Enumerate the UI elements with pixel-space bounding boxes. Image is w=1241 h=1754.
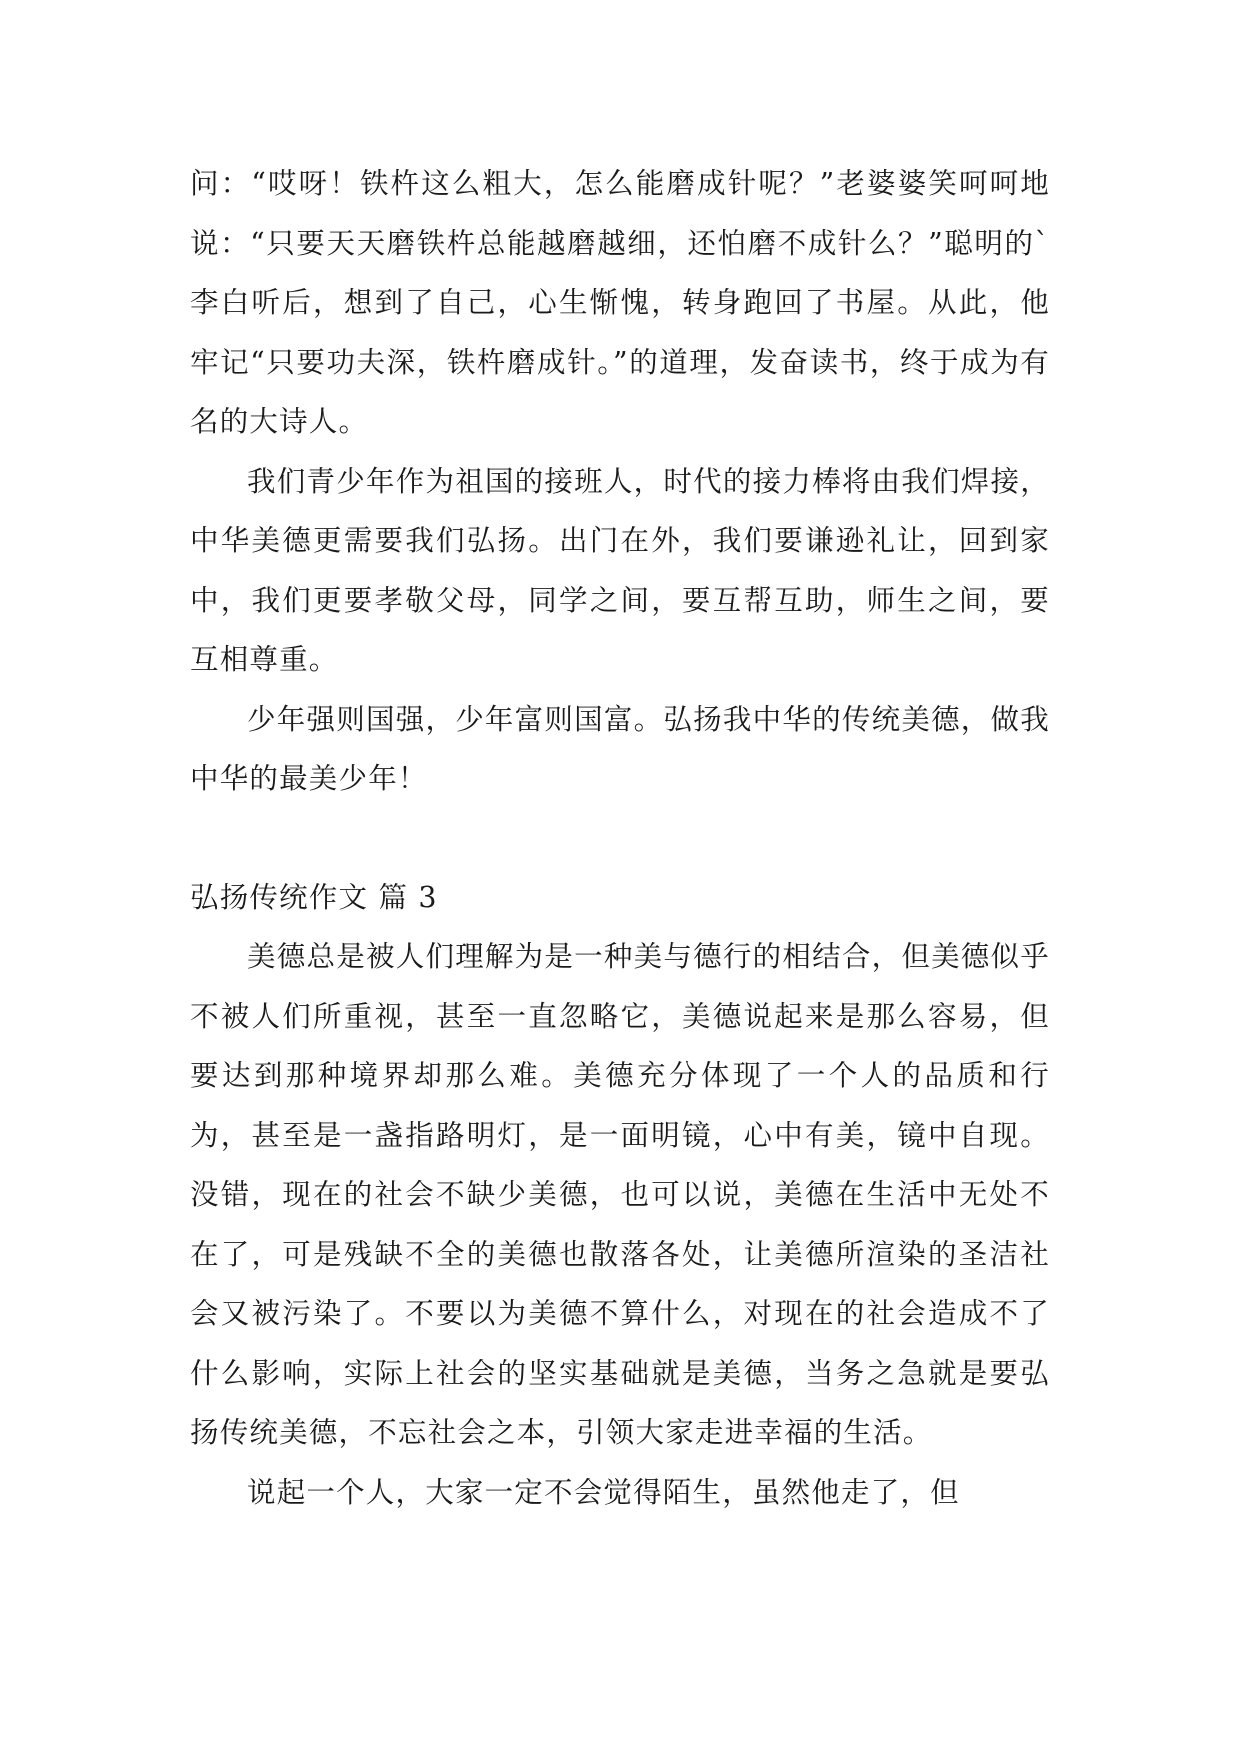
paragraph-youth-strength: 少年强则国强，少年富则国富。弘扬我中华的传统美德，做我中华的最美少年！ — [190, 702, 1050, 795]
paragraph-virtue: 美德总是被人们理解为是一种美与德行的相结合，但美德似乎不被人们所重视，甚至一直忽略它，美德说起来是那么容易，但要达到那种境界却那么难。美德充分体现了一个人的品质和行为，甚至是一盏指路明灯，是一面明镜，心中有美，镜中自现。没错，现在的社会不缺少美德，也可以说，美德在生活中无处不在了，可是残缺不全的美德也散落各处，让美德所渲染的圣洁社会又被污染了。不要以为美德不算什么，对现在的社会造成不了什么影响，实际上社会的坚实基础就是美德，当务之急就是要弘扬传统美德，不忘社会之本，引领大家走进幸福的生活。 — [190, 940, 1050, 1449]
paragraph-continuation: 问：“哎呀！铁杵这么粗大，怎么能磨成针呢？”老婆婆笑呵呵地说：“只要天天磨铁杵总能越磨越细，还怕磨不成针么？”聪明的`李白听后，想到了自己，心生惭愧，转身跑回了书屋。从此，他牢记“只要功夫深，铁杵磨成针。”的道理，发奋读书，终于成为有名的大诗人。 — [190, 167, 1050, 438]
document-body — [190, 154, 1050, 1522]
paragraph-person-intro: 说起一个人，大家一定不会觉得陌生，虽然他走了，但 — [247, 1475, 960, 1509]
section-title: 弘扬传统作文 篇 3 — [190, 880, 438, 914]
paragraph-youth-responsibility: 我们青少年作为祖国的接班人，时代的接力棒将由我们焊接，中华美德更需要我们弘扬。出门在外，我们要谦逊礼让，回到家中，我们更要孝敬父母，同学之间，要互帮互助，师生之间，要互相尊重。 — [190, 464, 1050, 676]
